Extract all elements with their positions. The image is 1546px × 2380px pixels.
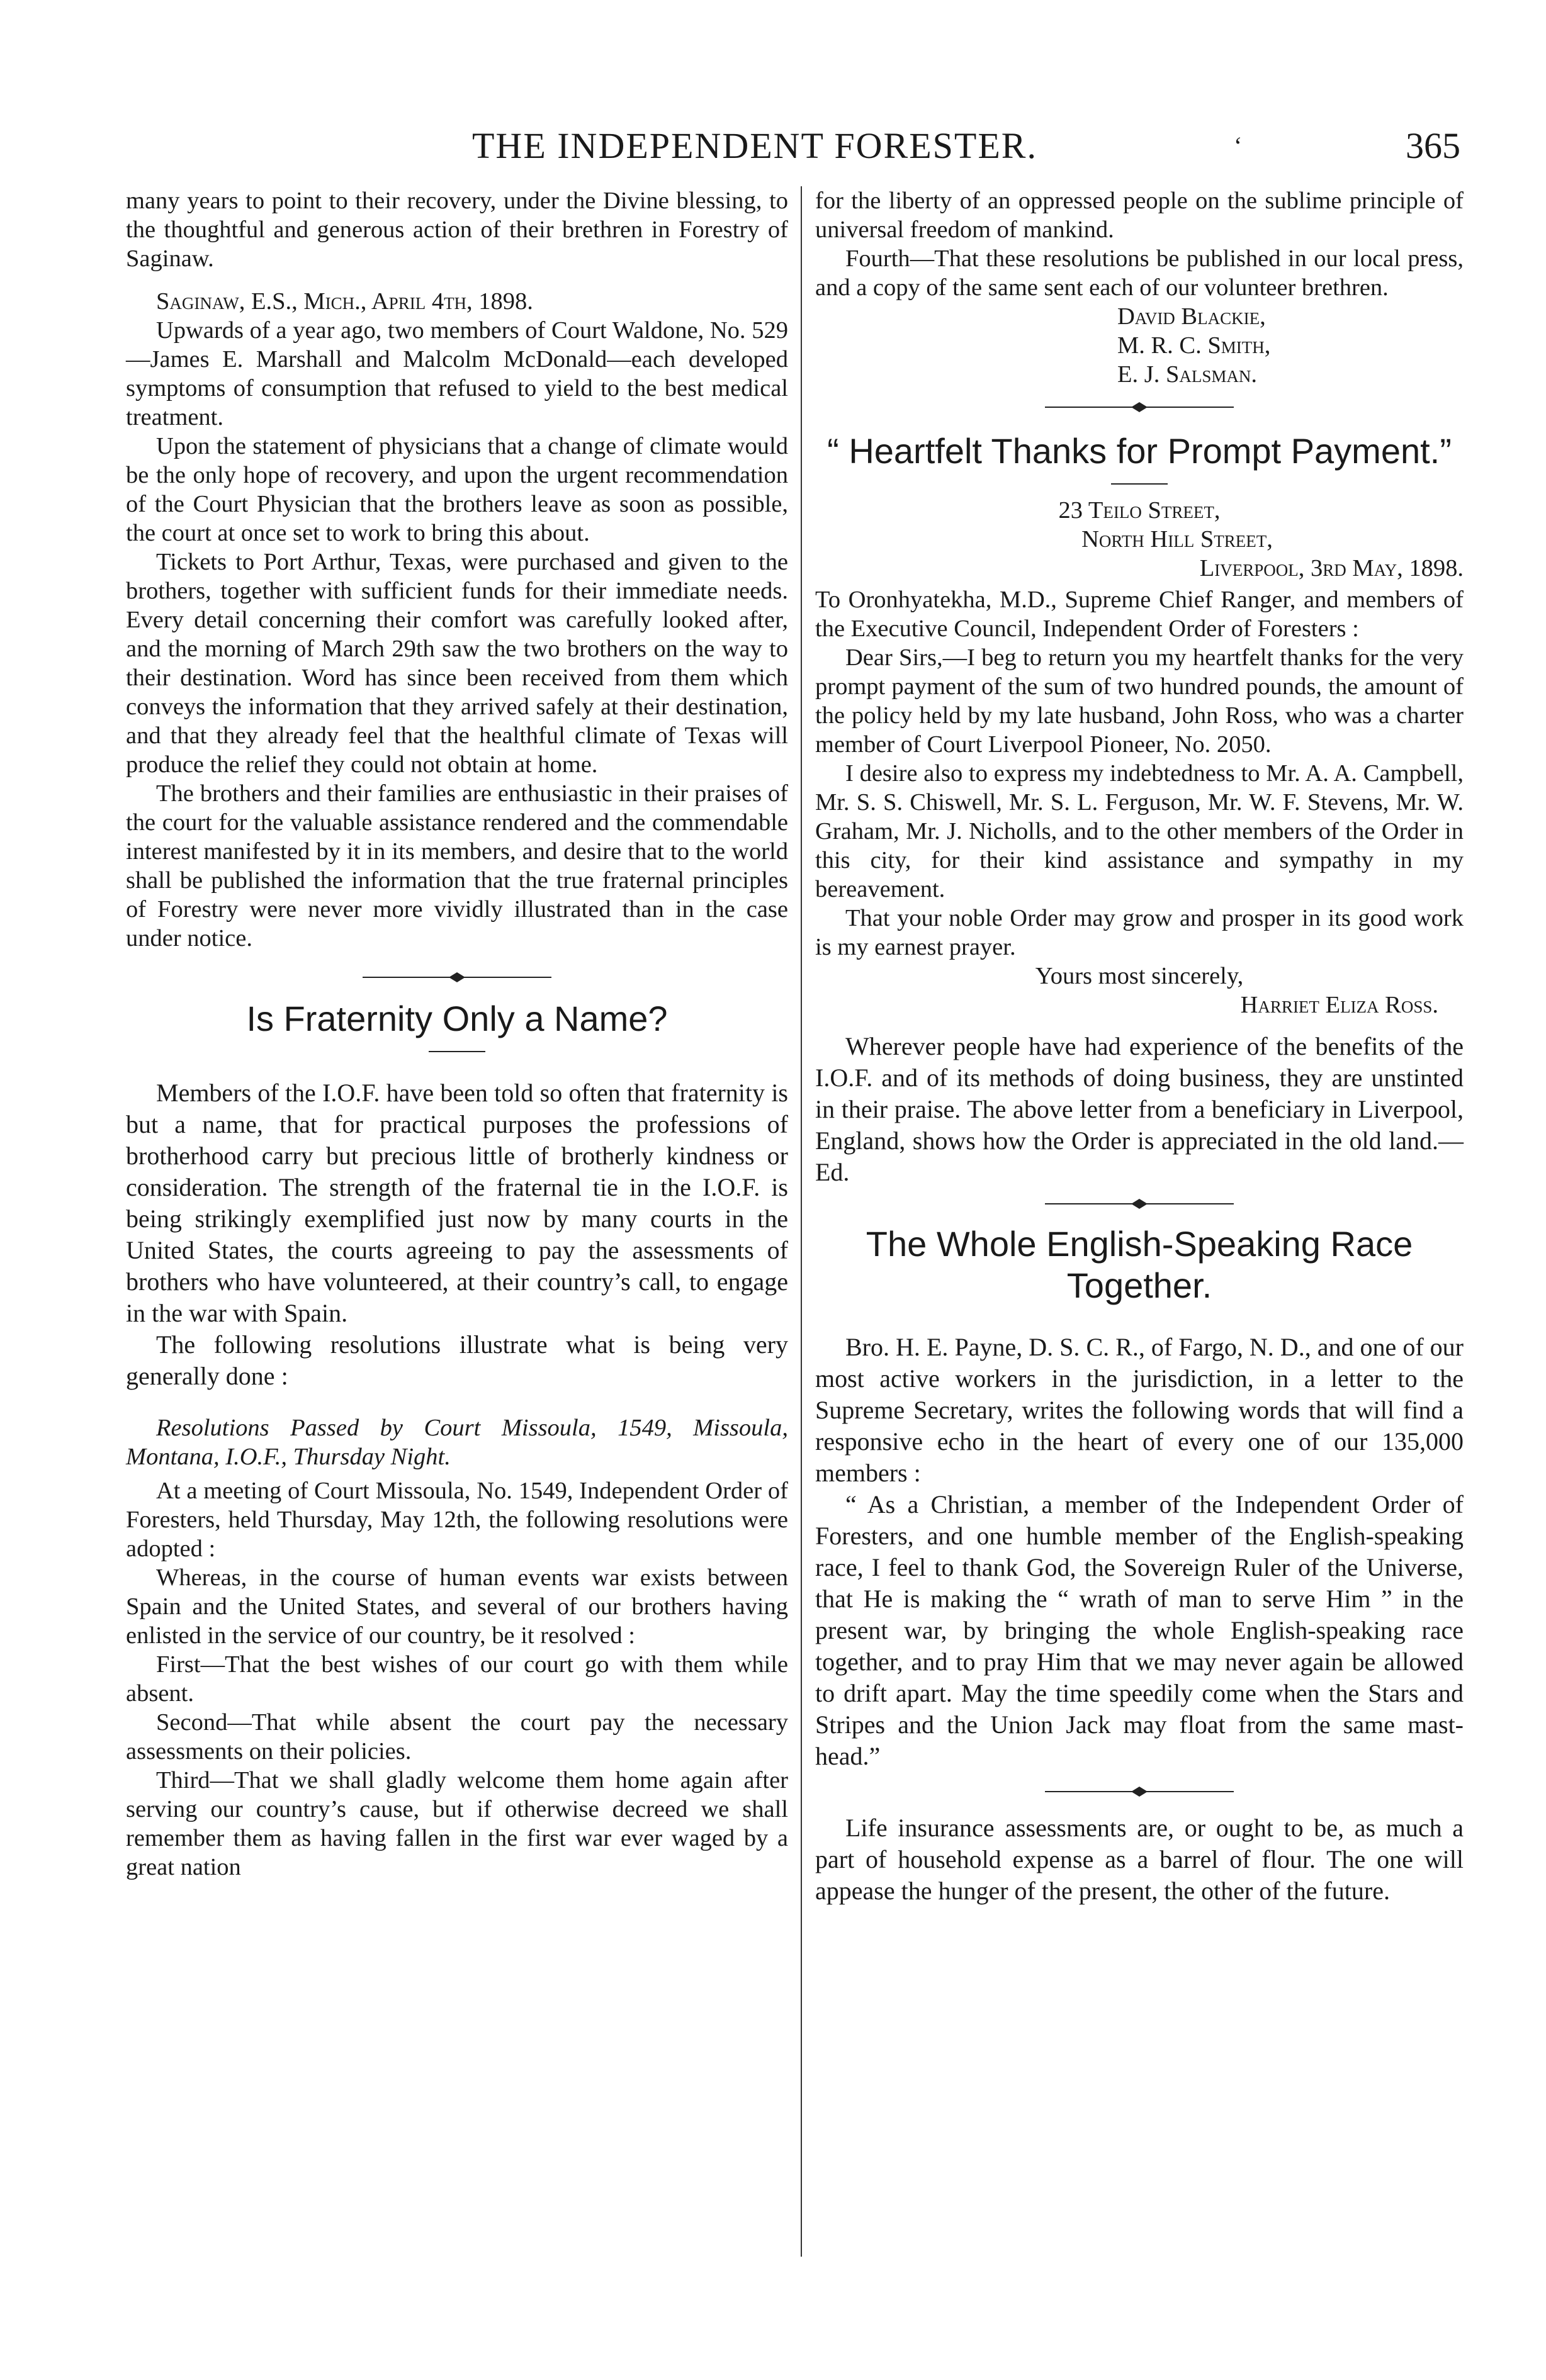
- paragraph: The brothers and their families are enthusiastic in their praises of the court for the valuable assistance rendered and the commendable interest manifested by it in its members, and desire that to the world shall be published the information that the true fraternal principles of Forestry were never more vividly illustrated than in the case under notice.: [126, 780, 788, 951]
- ornament-divider: [815, 1782, 1464, 1801]
- closing: Yours most sincerely,: [1035, 963, 1244, 989]
- paragraph: I desire also to express my indebtedness to Mr. A. A. Campbell, Mr. S. S. Chiswell, Mr. S. L. Ferguson, Mr. W. F. Stevens, Mr. W. Graham, Mr. J. Nicholls, and to the other members of the Order in this city, for their kind assistance and sympathy in my bereavement.: [815, 760, 1464, 902]
- paragraph: Whereas, in the course of human events war exists between Spain and the United States, and several of our brothers having enlisted in the service of our country, be it resolved :: [126, 1564, 788, 1649]
- short-rule: [1111, 483, 1168, 485]
- page-header: [126, 125, 1473, 175]
- dateline: Saginaw, E.S., Mich., April 4th, 1898.: [156, 288, 533, 315]
- signature: E. J. Salsman.: [1117, 361, 1258, 388]
- print-mark: ‘: [1234, 132, 1243, 160]
- ornament-divider: [126, 968, 788, 987]
- address-line: 23 Teilo Street,: [1058, 497, 1221, 524]
- signature: David Blackie,: [1117, 303, 1266, 330]
- signature: M. R. C. Smith,: [1117, 332, 1271, 359]
- resolutions-title: Resolutions Passed by Court Missoula, 1549, Missoula, Montana, I.O.F., Thursday Night.: [126, 1415, 788, 1470]
- left-column: [126, 186, 788, 1882]
- paragraph: The following resolutions illustrate what is being very generally done :: [126, 1330, 788, 1390]
- journal-title: THE INDEPENDENT FORESTER.: [472, 125, 1037, 166]
- right-column: [815, 186, 1464, 1907]
- paragraph: “ As a Christian, a member of the Independent Order of Foresters, and one humble member of the English-speaking race, I feel to thank God, the Sovereign Ruler of the Universe, that He is making the “ wrath of man to serve Him ” in the present war, by bringing the whole English-speaking race together, and to pray Him that we may never again be allowed to drift apart. May the time speedily come when the Stars and Stripes and the Union Jack may float from the same mast-head.”: [815, 1490, 1464, 1770]
- section-heading: The Whole English-Speaking Race Together.: [866, 1224, 1413, 1305]
- ornament-divider: [815, 1194, 1464, 1213]
- address-line: North Hill Street,: [1081, 526, 1273, 553]
- column-divider: [801, 186, 802, 2257]
- paragraph: First—That the best wishes of our court go with them while absent.: [126, 1651, 788, 1707]
- paragraph: many years to point to their recovery, under the Divine blessing, to the thoughtful and generous action of their brethren in Forestry of Saginaw.: [126, 188, 788, 272]
- salutation: To Oronhyatekha, M.D., Supreme Chief Ranger, and members of the Executive Council, Independent Order of Foresters :: [815, 587, 1464, 642]
- paragraph: Dear Sirs,—I beg to return you my heartfelt thanks for the very prompt payment of the sum of two hundred pounds, the amount of the policy held by my late husband, John Ross, who was a charter member of Court Liverpool Pioneer, No. 2050.: [815, 644, 1464, 758]
- paragraph: Tickets to Port Arthur, Texas, were purchased and given to the brothers, together with sufficient funds for their immediate needs. Every detail concerning their comfort was carefully looked after, and the morning of March 29th saw the two brothers on the way to their destination. Word has since been received from them which conveys the information that they arrived safely at their destination, and that they already feel that the healthful climate of Texas will produce the relief they could not obtain at home.: [126, 549, 788, 778]
- paragraph: Upwards of a year ago, two members of Court Waldone, No. 529—James E. Marshall and Malcolm McDonald—each developed symptoms of consumption that refused to yield to the best medical treatment.: [126, 317, 788, 430]
- paragraph: Third—That we shall gladly welcome them home again after serving our country’s cause, but if otherwise decreed we shall remember them as having fallen in the first war ever waged by a great nation: [126, 1767, 788, 1880]
- paragraph: Members of the I.O.F. have been told so often that fraternity is but a name, that for practical purposes the professions of brotherhood carry but precious little of brotherly kindness or consideration. The strength of the fraternal tie in the I.O.F. is being strikingly exemplified just now by many courts in the United States, the courts agreeing to pay the assessments of brothers who have volunteered, at their country’s call, to engage in the war with Spain.: [126, 1079, 788, 1327]
- paragraph: Wherever people have had experience of the benefits of the I.O.F. and of its methods of doing business, they are unstinted in their praise. The above letter from a beneficiary in Liverpool, England, shows how the Order is appreciated in the old land.—Ed.: [815, 1032, 1464, 1186]
- paragraph: At a meeting of Court Missoula, No. 1549, Independent Order of Foresters, held Thursday, May 12th, the following resolutions were adopted :: [126, 1478, 788, 1562]
- address-line: Liverpool, 3rd May, 1898.: [1199, 555, 1464, 581]
- paragraph: Life insurance assessments are, or ought to be, as much a part of household expense as a barrel of flour. The one will appease the hunger of the present, the other of the future.: [815, 1814, 1464, 1905]
- section-heading: Is Fraternity Only a Name?: [246, 999, 668, 1038]
- page-number: 365: [1406, 125, 1460, 166]
- paragraph: for the liberty of an oppressed people on the sublime principle of universal freedom of mankind.: [815, 188, 1464, 243]
- paragraph: That your noble Order may grow and prosper in its good work is my earnest prayer.: [815, 905, 1464, 960]
- ornament-divider: [815, 398, 1464, 417]
- paragraph: Second—That while absent the court pay the necessary assessments on their policies.: [126, 1709, 788, 1765]
- section-heading: “ Heartfelt Thanks for Prompt Payment.”: [827, 431, 1452, 471]
- paragraph: Fourth—That these resolutions be published in our local press, and a copy of the same sent each of our volunteer brethren.: [815, 245, 1464, 301]
- short-rule: [429, 1051, 485, 1052]
- signature: Harriet Eliza Ross.: [1240, 992, 1438, 1018]
- paragraph: Upon the statement of physicians that a change of climate would be the only hope of recovery, and upon the urgent recommendation of the Court Physician that the brothers leave as soon as possible, the court at once set to work to bring this about.: [126, 433, 788, 546]
- paragraph: Bro. H. E. Payne, D. S. C. R., of Fargo, N. D., and one of our most active workers in the jurisdiction, in a letter to the Supreme Secretary, writes the following words that will find a responsive echo in the heart of every one of our 135,000 members :: [815, 1333, 1464, 1487]
